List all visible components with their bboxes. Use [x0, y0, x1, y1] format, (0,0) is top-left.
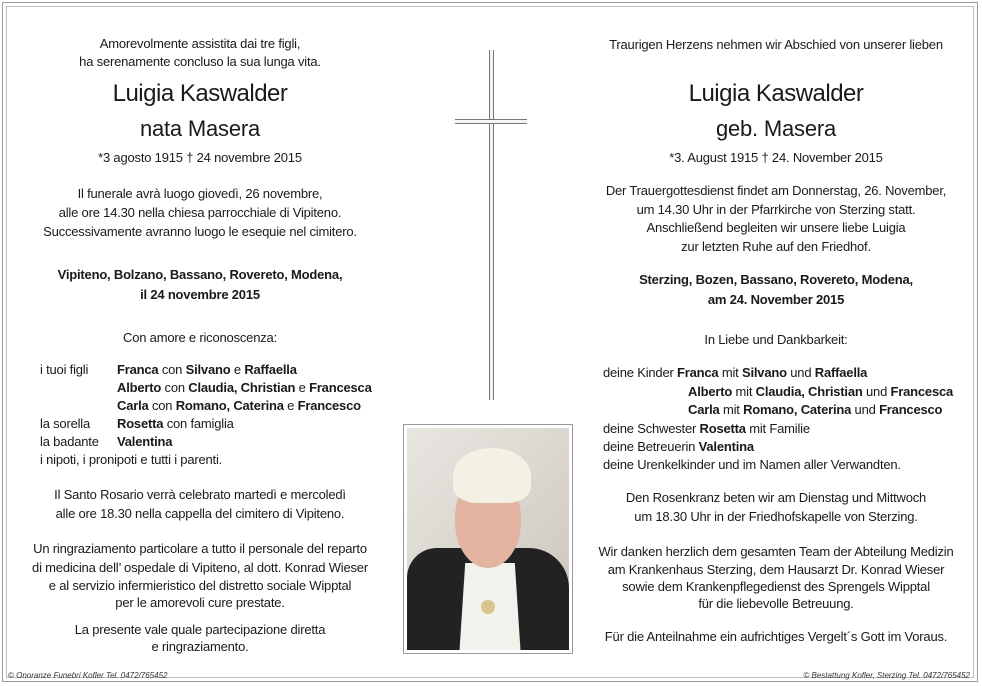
text-line: [637, 202, 916, 217]
text-line: [609, 37, 943, 52]
text-line: [689, 80, 864, 108]
text: alle ore 18.30 nella cappella del cimitero di Vipiteno.: [55, 506, 345, 521]
name-text: Alberto: [688, 384, 733, 399]
name-text: Romano, Caterina: [743, 402, 852, 417]
text: la sorella: [40, 416, 91, 431]
text: und: [851, 402, 880, 417]
text-line: [626, 490, 926, 505]
text-line: [606, 183, 946, 198]
text-line: [669, 150, 882, 165]
text-line: [40, 362, 88, 377]
text: am Krankenhaus Sterzing, dem Hausarzt Dr. Konrad Wieser: [607, 562, 945, 577]
text-line: [117, 380, 372, 395]
text: *3. August 1915 † 24. November 2015: [669, 150, 883, 165]
text-line: [716, 116, 836, 142]
name-text: Silvano: [185, 362, 231, 377]
footer-right: © Bestattung Kofler, Sterzing Tel. 0472/765452: [803, 671, 970, 680]
text: e: [230, 362, 245, 377]
text: Amorevolmente assistita dai tre figli,: [99, 36, 301, 51]
text-line: [79, 54, 321, 69]
text-line: [647, 220, 906, 235]
text-line: [688, 402, 942, 417]
text-line: [598, 544, 953, 559]
text-line: [78, 186, 323, 201]
text-line: [117, 362, 297, 377]
text: con: [161, 380, 189, 395]
name-text: am 24. November 2015: [707, 292, 845, 307]
text-line: [40, 434, 99, 449]
text: i tuoi figli: [40, 362, 89, 377]
text: Successivamente avranno luogo le esequie nel cimitero.: [43, 224, 357, 239]
text: mit: [732, 384, 756, 399]
name-text: Rosetta: [699, 421, 746, 436]
text-line: [32, 560, 368, 575]
text: ha serenamente concluso la sua lunga vita.: [79, 54, 321, 69]
text-line: [603, 439, 754, 454]
text-line: [605, 629, 947, 644]
text-line: [54, 487, 346, 502]
text: mit: [719, 402, 744, 417]
text: Masera: [187, 116, 261, 141]
text-line: [43, 224, 357, 239]
text: für die liebevolle Betreuung.: [698, 596, 854, 611]
name-text: Sterzing, Bozen, Bassano, Rovereto, Modena,: [639, 272, 913, 287]
text-line: [603, 365, 867, 380]
text-line: [622, 579, 930, 594]
text-line: [59, 205, 342, 220]
text-line: [140, 116, 260, 142]
text: Un ringraziamento particolare a tutto il personale del reparto: [33, 541, 367, 556]
text: und: [862, 384, 891, 399]
text: e: [283, 398, 298, 413]
name-text: Valentina: [117, 434, 173, 449]
text: sowie dem Krankenpflegedienst des Sprengels Wipptal: [622, 579, 930, 594]
text: Wir danken herzlich dem gesamten Team der Abteilung Medizin: [598, 544, 954, 559]
text: um 14.30 Uhr in der Pfarrkirche von Sterzing statt.: [636, 202, 916, 217]
name-text: Francesca: [309, 380, 372, 395]
portrait-photo: [403, 424, 573, 654]
name-text: Valentina: [698, 439, 754, 454]
text: e al servizio infermieristico del distretto sociale Wipptal: [48, 578, 352, 593]
text: Der Trauergottesdienst findet am Donnerstag, 26. November,: [605, 183, 947, 198]
text: per le amorevoli cure prestate.: [115, 595, 285, 610]
text-line: [603, 421, 810, 436]
cross-icon-bar: [455, 119, 527, 124]
text-line: [56, 506, 345, 521]
text-line: [40, 416, 90, 431]
text-line: [698, 596, 853, 611]
name-text: Silvano: [742, 365, 787, 380]
text: con: [148, 398, 176, 413]
text-line: [608, 562, 945, 577]
cross-icon: [489, 50, 494, 400]
name-text: Francesco: [879, 402, 943, 417]
text: la badante: [40, 434, 99, 449]
text-line: [688, 384, 953, 399]
text-line: [75, 622, 325, 637]
text: i nipoti, i pronipoti e tutti i parenti.: [40, 452, 223, 467]
name-text: Carla: [688, 402, 720, 417]
text: di medicina dell’ ospedale di Vipiteno, al dott. Konrad Wieser: [32, 560, 368, 575]
text: *3 agosto 1915 † 24 novembre 2015: [98, 150, 302, 165]
text: mit: [718, 365, 743, 380]
text: e ringraziamento.: [151, 639, 249, 654]
text: geb.: [715, 116, 764, 141]
text-line: [704, 332, 847, 347]
name-text: Franca: [117, 362, 159, 377]
name-text: Francesca: [890, 384, 954, 399]
text: mit Familie: [745, 421, 810, 436]
text: Luigia Kaswalder: [112, 80, 288, 107]
text-line: [117, 398, 361, 413]
text: Masera: [763, 116, 837, 141]
text: Anschließend begleiten wir unsere liebe Luigia: [646, 220, 906, 235]
text: deine Schwester: [603, 421, 700, 436]
name-text: Carla: [117, 398, 149, 413]
footer-left: © Onoranze Funebri Kofler Tel. 0472/765452: [8, 671, 168, 680]
text-line: [49, 578, 352, 593]
text-line: [98, 150, 302, 165]
text: con: [158, 362, 186, 377]
text: Con amore e riconoscenza:: [123, 330, 277, 345]
text-line: [603, 457, 901, 472]
text-line: [639, 272, 913, 287]
text: La presente vale quale partecipazione diretta: [74, 622, 326, 637]
name-text: Vipiteno, Bolzano, Bassano, Rovereto, Modena,: [57, 267, 343, 282]
text: In Liebe und Dankbarkeit:: [704, 332, 848, 347]
text: zur letzten Ruhe auf den Friedhof.: [681, 239, 871, 254]
text: Il Santo Rosario verrà celebrato martedì e mercoledì: [54, 487, 346, 502]
name-text: Raffaella: [244, 362, 297, 377]
text-line: [100, 36, 300, 51]
name-text: Romano, Caterina: [175, 398, 284, 413]
text-line: [123, 330, 277, 345]
name-text: Alberto: [117, 380, 162, 395]
text: deine Betreuerin: [603, 439, 699, 454]
text: con famiglia: [163, 416, 234, 431]
text: deine Kinder: [603, 365, 678, 380]
text: und: [786, 365, 815, 380]
text: e: [295, 380, 310, 395]
name-text: il 24 novembre 2015: [140, 287, 260, 302]
text: alle ore 14.30 nella chiesa parrocchiale di Vipiteno.: [58, 205, 342, 220]
text: Den Rosenkranz beten wir am Dienstag und Mittwoch: [625, 490, 927, 505]
text: Traurigen Herzens nehmen wir Abschied von unserer lieben: [609, 37, 943, 52]
text-line: [58, 267, 343, 282]
name-text: Franca: [677, 365, 719, 380]
name-text: Raffaella: [814, 365, 868, 380]
text-line: [33, 541, 367, 556]
text-line: [117, 416, 234, 431]
text-line: [151, 639, 248, 654]
text: um 18.30 Uhr in der Friedhofskapelle von Sterzing.: [634, 509, 918, 524]
text-line: [117, 434, 172, 449]
text: deine Urenkelkinder und im Namen aller Verwandten.: [603, 457, 901, 472]
name-text: Claudia, Christian: [755, 384, 863, 399]
text-line: [40, 452, 222, 467]
text-line: [634, 509, 917, 524]
text-line: [681, 239, 871, 254]
name-text: Claudia, Christian: [188, 380, 296, 395]
name-text: Rosetta: [117, 416, 164, 431]
text-line: [708, 292, 844, 307]
text: nata: [139, 116, 188, 141]
text-line: [140, 287, 260, 302]
name-text: Francesco: [297, 398, 361, 413]
text: Luigia Kaswalder: [688, 80, 864, 107]
text: Il funerale avrà luogo giovedì, 26 novembre,: [77, 186, 323, 201]
text-line: [113, 80, 288, 108]
text: Für die Anteilnahme ein aufrichtiges Vergelt´s Gott im Voraus.: [604, 629, 948, 644]
text-line: [115, 595, 284, 610]
